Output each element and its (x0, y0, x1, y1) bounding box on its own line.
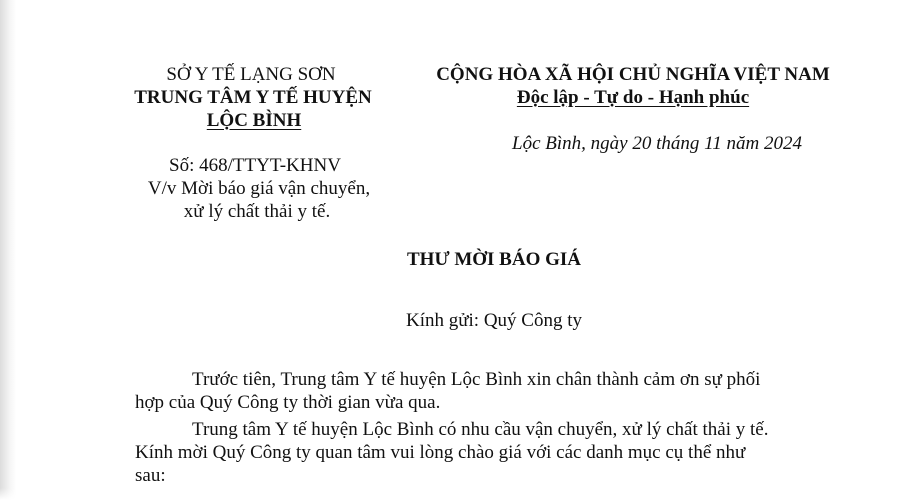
bottom-cutoff-fade (0, 488, 899, 500)
subject-line2: xử lý chất thải y tế. (183, 201, 331, 222)
place-and-date: Lộc Bình, ngày 20 tháng 11 năm 2024 (512, 133, 802, 154)
agency-name: SỞ Y TẾ LẠNG SƠN (166, 64, 336, 85)
letter-title: THƯ MỜI BÁO GIÁ (407, 249, 581, 270)
unit-name-line1: TRUNG TÂM Y TẾ HUYỆN (134, 87, 372, 108)
subject-line1: V/v Mời báo giá vận chuyển, (147, 178, 371, 199)
paragraph2-line2: Kính mời Quý Công ty quan tâm vui lòng chào giá với các danh mục cụ thể như (135, 442, 746, 463)
paragraph2-line1: Trung tâm Y tế huyện Lộc Bình có nhu cầu vận chuyển, xử lý chất thải y tế. (192, 419, 769, 440)
nation-title: CỘNG HÒA XÃ HỘI CHỦ NGHĨA VIỆT NAM (436, 64, 830, 85)
paragraph1-line1: Trước tiên, Trung tâm Y tế huyện Lộc Bình xin chân thành cảm ơn sự phối (192, 369, 761, 390)
national-motto: Độc lập - Tự do - Hạnh phúc (516, 87, 750, 108)
recipient-line: Kính gửi: Quý Công ty (405, 310, 583, 331)
unit-name-line2: LỘC BÌNH (206, 110, 302, 131)
document-number: Số: 468/TTYT-KHNV (169, 155, 341, 176)
paragraph1-line2: hợp của Quý Công ty thời gian vừa qua. (135, 392, 441, 413)
page-edge-shadow (0, 0, 16, 500)
paragraph2-line3: sau: (135, 465, 166, 486)
